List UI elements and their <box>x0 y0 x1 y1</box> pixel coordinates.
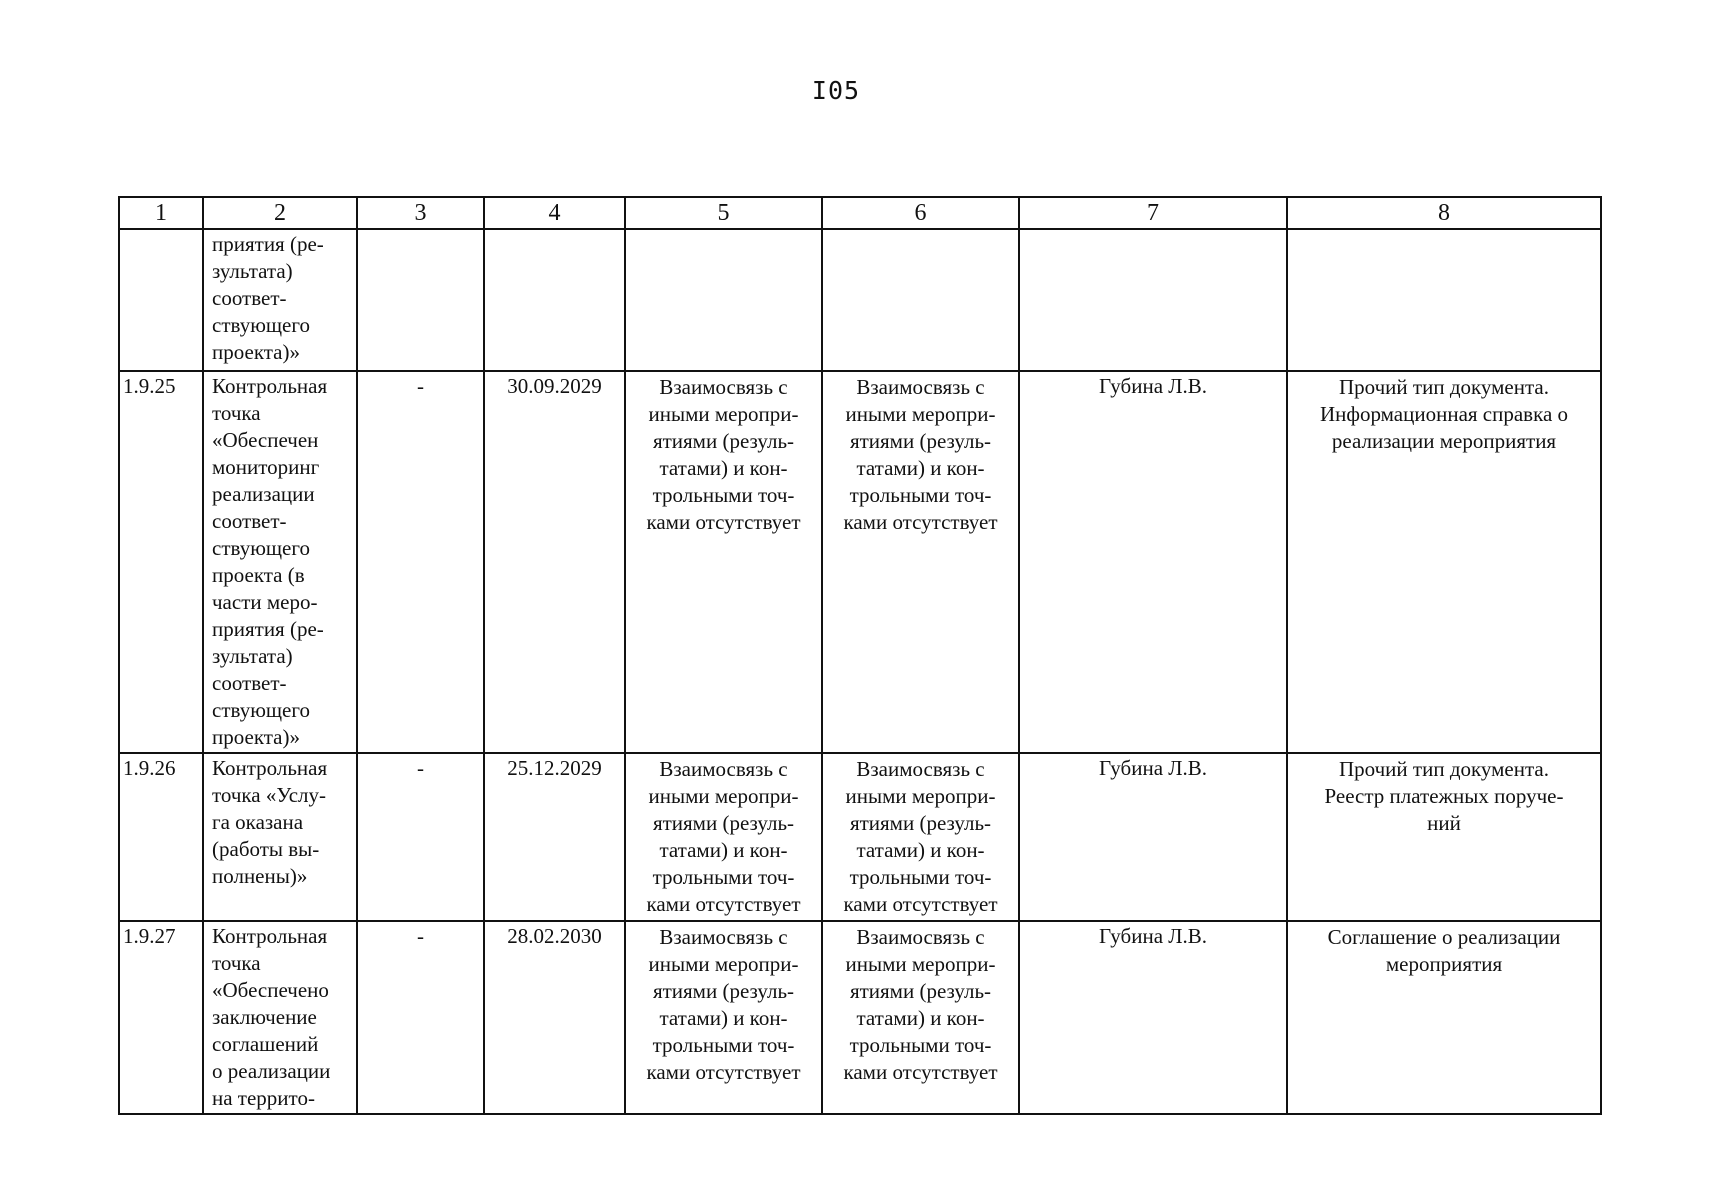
cell-col6: Взаимосвязь с иными меропри- ятиями (резуль- татами) и кон- трольными точ- ками отсутствует <box>822 371 1019 753</box>
cell-document: Прочий тип документа. Информационная справка о реализации мероприятия <box>1287 371 1601 753</box>
cell-col6 <box>822 229 1019 371</box>
cell-col5: Взаимосвязь с иными меропри- ятиями (резуль- татами) и кон- трольными точ- ками отсутствует <box>625 921 822 1114</box>
cell-name: Контрольная точка «Обеспечен мониторинг реализации соответ- ствующего проекта (в части меро- приятия (ре- зультата) соответ- ствующего проекта)» <box>203 371 357 753</box>
cell-col3: - <box>357 371 484 753</box>
cell-col5: Взаимосвязь с иными меропри- ятиями (резуль- татами) и кон- трольными точ- ками отсутствует <box>625 371 822 753</box>
table-row <box>119 371 1601 753</box>
cell-date <box>484 229 625 371</box>
cell-responsible: Губина Л.В. <box>1019 371 1287 753</box>
column-header-6: 6 <box>822 197 1019 229</box>
cell-date: 25.12.2029 <box>484 753 625 921</box>
column-header-8: 8 <box>1287 197 1601 229</box>
cell-num: 1.9.26 <box>119 753 203 921</box>
measures-table <box>118 196 1602 1115</box>
cell-document <box>1287 229 1601 371</box>
column-header-1: 1 <box>119 197 203 229</box>
cell-col3 <box>357 229 484 371</box>
cell-col3: - <box>357 753 484 921</box>
cell-col3: - <box>357 921 484 1114</box>
cell-date: 30.09.2029 <box>484 371 625 753</box>
cell-document: Прочий тип документа. Реестр платежных поруче- ний <box>1287 753 1601 921</box>
header-row <box>119 197 1601 229</box>
page-number: I05 <box>811 76 861 105</box>
cell-col5 <box>625 229 822 371</box>
table-row <box>119 921 1601 1114</box>
cell-num <box>119 229 203 371</box>
cell-num: 1.9.25 <box>119 371 203 753</box>
column-header-3: 3 <box>357 197 484 229</box>
cell-col5: Взаимосвязь с иными меропри- ятиями (резуль- татами) и кон- трольными точ- ками отсутствует <box>625 753 822 921</box>
table-row <box>119 753 1601 921</box>
cell-name: Контрольная точка «Услу- га оказана (работы вы- полнены)» <box>203 753 357 921</box>
continuation-row <box>119 229 1601 371</box>
cell-col6: Взаимосвязь с иными меропри- ятиями (резуль- татами) и кон- трольными точ- ками отсутствует <box>822 753 1019 921</box>
cell-document: Соглашение о реализации мероприятия <box>1287 921 1601 1114</box>
column-header-4: 4 <box>484 197 625 229</box>
cell-name: Контрольная точка «Обеспечено заключение соглашений о реализации на террито- <box>203 921 357 1114</box>
cell-responsible: Губина Л.В. <box>1019 921 1287 1114</box>
column-header-7: 7 <box>1019 197 1287 229</box>
cell-responsible: Губина Л.В. <box>1019 753 1287 921</box>
column-header-5: 5 <box>625 197 822 229</box>
cell-col6: Взаимосвязь с иными меропри- ятиями (резуль- татами) и кон- трольными точ- ками отсутствует <box>822 921 1019 1114</box>
cell-date: 28.02.2030 <box>484 921 625 1114</box>
cell-num: 1.9.27 <box>119 921 203 1114</box>
column-header-2: 2 <box>203 197 357 229</box>
cell-name: приятия (ре- зультата) соответ- ствующего проекта)» <box>203 229 357 371</box>
cell-responsible <box>1019 229 1287 371</box>
